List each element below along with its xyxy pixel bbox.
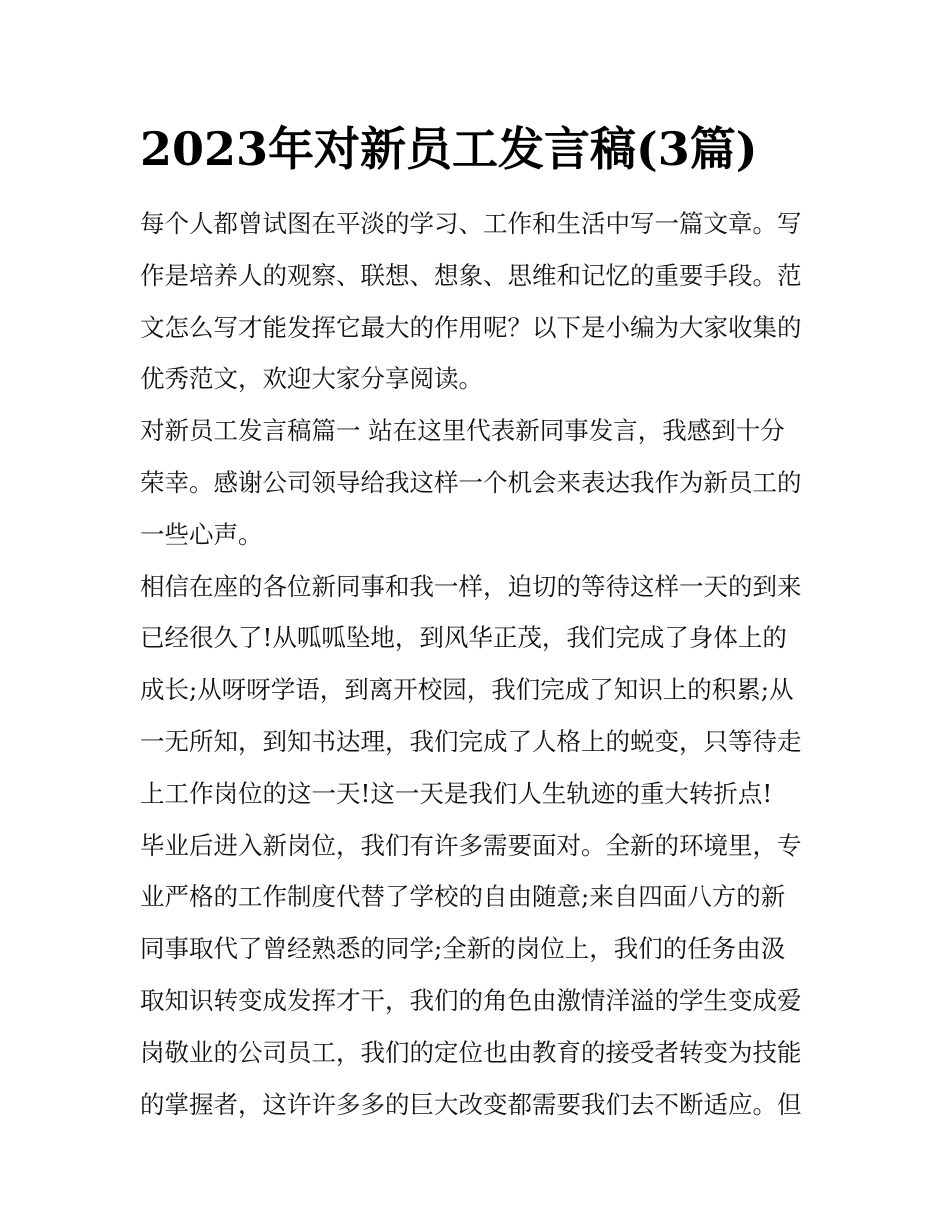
body-line: 成长;从呀呀学语，到离开校园，我们完成了知识上的积累;从 [140, 675, 794, 705]
body-line: 优秀范文，欢迎大家分享阅读。 [140, 364, 483, 394]
body-line: 荣幸。感谢公司领导给我这样一个机会来表达我作为新员工的 [140, 467, 802, 497]
body-line: 对新员工发言稿篇一 站在这里代表新同事发言，我感到十分 [140, 416, 785, 446]
body-line: 文怎么写才能发挥它最大的作用呢？以下是小编为大家收集的 [140, 312, 802, 342]
body-line: 取知识转变成发挥才干，我们的角色由激情洋溢的学生变成爱 [140, 985, 802, 1015]
body-line: 同事取代了曾经熟悉的同学;全新的岗位上，我们的任务由汲 [140, 934, 786, 964]
body-line: 一些心声。 [140, 519, 263, 549]
body-line: 上工作岗位的这一天!这一天是我们人生轨迹的重大转折点! [140, 778, 773, 808]
body-line: 相信在座的各位新同事和我一样，迫切的等待这样一天的到来 [140, 571, 802, 601]
body-line: 每个人都曾试图在平淡的学习、工作和生活中写一篇文章。写 [140, 209, 802, 238]
body-line: 一无所知，到知书达理，我们完成了人格上的蜕变，只等待走 [140, 726, 802, 756]
document-body [140, 198, 812, 1130]
body-line: 作是培养人的观察、联想、想象、思维和记忆的重要手段。范 [140, 260, 802, 290]
body-line: 已经很久了!从呱呱坠地，到风华正茂，我们完成了身体上的 [140, 623, 787, 653]
document-title: 2023年对新员工发言稿(3篇) [140, 122, 758, 176]
body-line: 业严格的工作制度代替了学校的自由随意;来自四面八方的新 [140, 882, 786, 912]
body-line: 毕业后进入新岗位，我们有许多需要面对。全新的环境里，专 [140, 830, 802, 860]
body-line: 岗敬业的公司员工，我们的定位也由教育的接受者转变为技能 [140, 1037, 802, 1067]
body-line: 的掌握者，这许许多多的巨大改变都需要我们去不断适应。但 [140, 1089, 802, 1119]
